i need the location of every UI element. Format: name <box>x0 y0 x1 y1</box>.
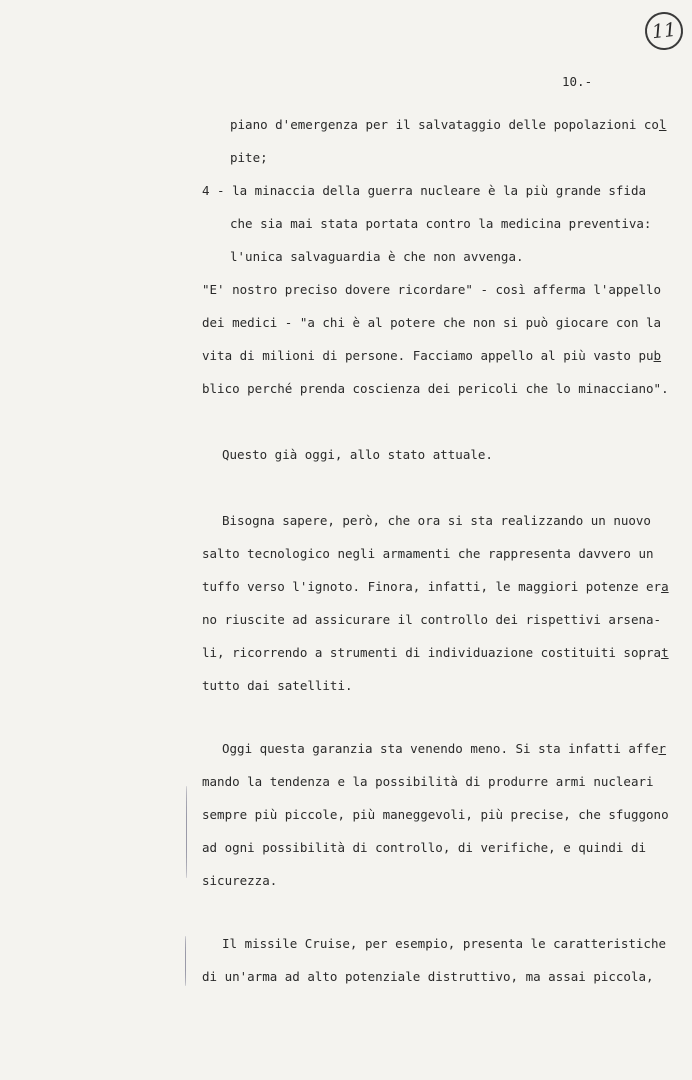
text-line: 4 - la minaccia della guerra nucleare è la più grande sfida <box>202 183 647 198</box>
text-line: Bisogna sapere, però, che ora si sta realizzando un nuovo <box>222 513 651 528</box>
text-line: l'unica salvaguardia è che non avvenga. <box>230 249 524 264</box>
text-line: piano d'emergenza per il salvataggio delle popolazioni col <box>230 117 667 132</box>
page-stamp: 11 <box>643 10 685 52</box>
text-line: dei medici - "a chi è al potere che non si può giocare con la <box>202 315 662 330</box>
text-line: salto tecnologico negli armamenti che rappresenta davvero un <box>202 546 654 561</box>
text-line: no riuscite ad assicurare il controllo dei rispettivi arsena- <box>202 612 662 627</box>
text-line: tuffo verso l'ignoto. Finora, infatti, le maggiori potenze era <box>202 579 669 594</box>
text-line: li, ricorrendo a strumenti di individuazione costituiti soprat <box>202 645 669 660</box>
text-line: Questo già oggi, allo stato attuale. <box>222 447 493 462</box>
text-line: blico perché prenda coscienza dei pericoli che lo minacciano". <box>202 381 669 396</box>
text-line: ad ogni possibilità di controllo, di verifiche, e quindi di <box>202 840 647 855</box>
text-line: "E' nostro preciso dovere ricordare" - così afferma l'appello <box>202 282 662 297</box>
margin-mark <box>185 936 186 986</box>
text-line: vita di milioni di persone. Facciamo appello al più vasto pub <box>202 348 662 363</box>
text-line: pite; <box>230 150 268 165</box>
margin-mark <box>186 786 187 878</box>
text-line: sicurezza. <box>202 873 278 888</box>
text-line: Il missile Cruise, per esempio, presenta le caratteristiche <box>222 936 667 951</box>
text-line: tutto dai satelliti. <box>202 678 353 693</box>
text-line: di un'arma ad alto potenziale distruttivo, ma assai piccola, <box>202 969 654 984</box>
text-line: sempre più piccole, più maneggevoli, più precise, che sfuggono <box>202 807 669 822</box>
text-line: Oggi questa garanzia sta venendo meno. Si sta infatti affer <box>222 741 667 756</box>
page-number: 10.- <box>562 74 593 89</box>
text-line: che sia mai stata portata contro la medicina preventiva: <box>230 216 652 231</box>
text-line: mando la tendenza e la possibilità di produrre armi nucleari <box>202 774 654 789</box>
